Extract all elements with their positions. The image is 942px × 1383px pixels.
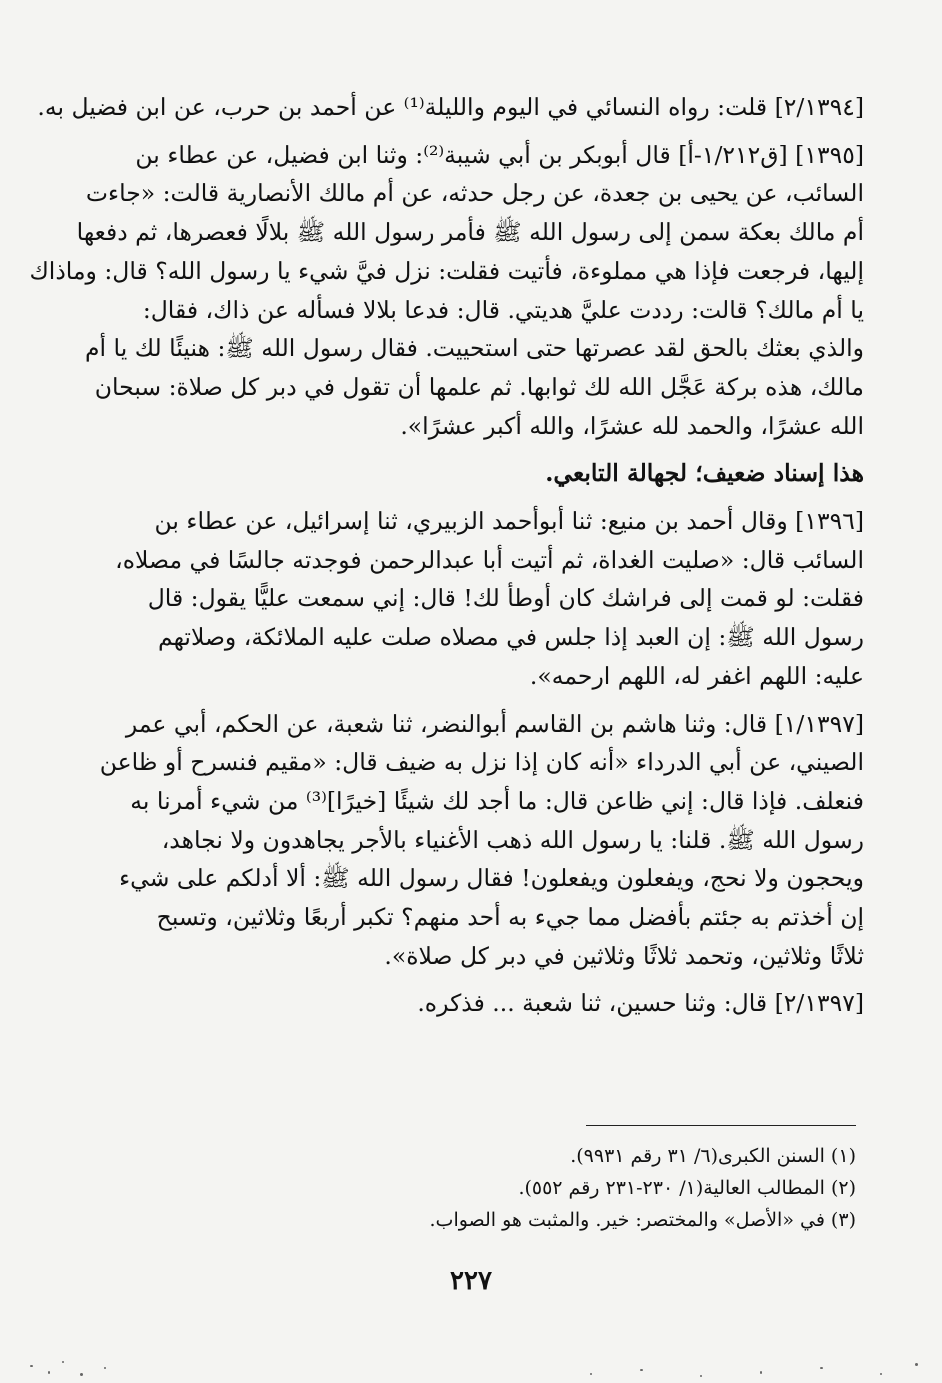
text-line: رسول الله ﷺ: إن العبد إذا جلس في مصلاه صلت عليه الملائكة، وصلاتهم xyxy=(157,623,864,652)
footnote-1: (١) السنن الكبرى(٦/ ٣١ رقم ٩٩٣١). xyxy=(570,1145,856,1167)
text-line: فقلت: لو قمت إلى فراشك كان أوطأ لك! قال: إني سمعت عليًّا يقول: قال xyxy=(147,584,864,613)
text-line: أم مالك بعكة سمن إلى رسول الله ﷺ فأمر رسول الله ﷺ بلالًا فعصرها، ثم دفعها xyxy=(76,218,864,247)
text-line: الله عشرًا، والحمد لله عشرًا، والله أكبر عشرًا». xyxy=(400,411,864,440)
text-line: الصيني، عن أبي الدرداء «أنه كان إذا نزل به ضيف قال: «مقيم فنسرح أو ظاعن xyxy=(99,748,864,777)
main-text xyxy=(29,88,864,1032)
scan-noise xyxy=(0,1343,942,1383)
text-line: عليه: اللهم اغفر له، اللهم ارحمه». xyxy=(529,661,864,690)
text-line: يا أم مالك؟ قالت: رددت عليَّ هديتي. قال: فدعا بلالا فسأله عن ذاك، فقال: xyxy=(142,295,864,324)
entry-1397-1 xyxy=(92,705,864,976)
entry-1396 xyxy=(92,502,864,696)
text-line: إن أخذتم به جئتم بأفضل مما جيء به أحد منهم؟ تكبر أربعًا وثلاثين، وتسبح xyxy=(156,903,864,932)
page-number: ٢٢٧ xyxy=(450,1266,492,1296)
text-line: ثلاثًا وثلاثين، وتحمد ثلاثًا وثلاثين في دبر كل صلاة». xyxy=(384,941,864,970)
text-line: هذا إسناد ضعيف؛ لجهالة التابعي. xyxy=(545,459,864,488)
text-line: والذي بعثك بالحق لقد عصرتها حتى استحييت. فقال رسول الله ﷺ: هنيئًا لك يا أم xyxy=(85,334,864,363)
grading-note xyxy=(92,454,864,493)
text-line: [١/١٣٩٧] قال: وثنا هاشم بن القاسم أبوالنضر، ثنا شعبة، عن الحكم، أبي عمر xyxy=(125,709,864,738)
footnote-2: (٢) المطالب العالية(١/ ٢٣٠-٢٣١ رقم ٥٥٢). xyxy=(518,1177,856,1199)
text-line: فنعلف. فإذا قال: إني ظاعن قال: ما أجد لك شيئًا [خيرًا]⁽³⁾ من شيء أمرنا به xyxy=(130,786,864,815)
text-line: [١٣٩٦] وقال أحمد بن منيع: ثنا أبوأحمد الزبيري، ثنا إسرائيل، عن عطاء بن xyxy=(154,507,864,536)
text-line: [١٣٩٥] [ق١/٢١٢-أ] قال أبوبكر بن أبي شيبة⁽²⁾: وثنا ابن فضيل، عن عطاء بن xyxy=(135,140,864,169)
text-line: رسول الله ﷺ. قلنا: يا رسول الله ذهب الأغنياء بالأجر يجاهدون ولا نجاهد، xyxy=(161,825,864,854)
text-line: [٢/١٣٩٧] قال: وثنا حسين، ثنا شعبة ... فذكره. xyxy=(417,989,864,1018)
entry-1397-2 xyxy=(92,984,864,1023)
text-line: إليها، فرجعت فإذا هي مملوءة، فأتيت فقلت: نزل فيَّ شيء يا رسول الله؟ قال: وماذاك xyxy=(29,256,864,285)
text-line: [٢/١٣٩٤] قلت: رواه النسائي في اليوم والليلة⁽¹⁾ عن أحمد بن حرب، عن ابن فضيل به. xyxy=(37,93,864,121)
text-line: ويحجون ولا نحج، ويفعلون ويفعلون! فقال رسول الله ﷺ: ألا أدلكم على شيء xyxy=(119,864,864,893)
footnote-3: (٣) في «الأصل» والمختصر: خير. والمثبت هو الصواب. xyxy=(429,1209,856,1231)
footnote-separator xyxy=(586,1125,856,1126)
entry-1395 xyxy=(29,136,864,446)
text-line: مالك، هذه بركة عَجَّل الله لك ثوابها. ثم علمها أن تقول في دبر كل صلاة: سبحان xyxy=(94,372,864,401)
entry-1394 xyxy=(37,88,864,127)
text-line: السائب، عن يحيى بن جعدة، عن رجل حدثه، عن أم مالك الأنصارية قالت: «جاءت xyxy=(85,179,864,208)
text-line: السائب قال: «صليت الغداة، ثم أتيت أبا عبدالرحمن فوجدته جالسًا في مصلاه، xyxy=(115,545,864,574)
footnotes xyxy=(356,1140,856,1236)
